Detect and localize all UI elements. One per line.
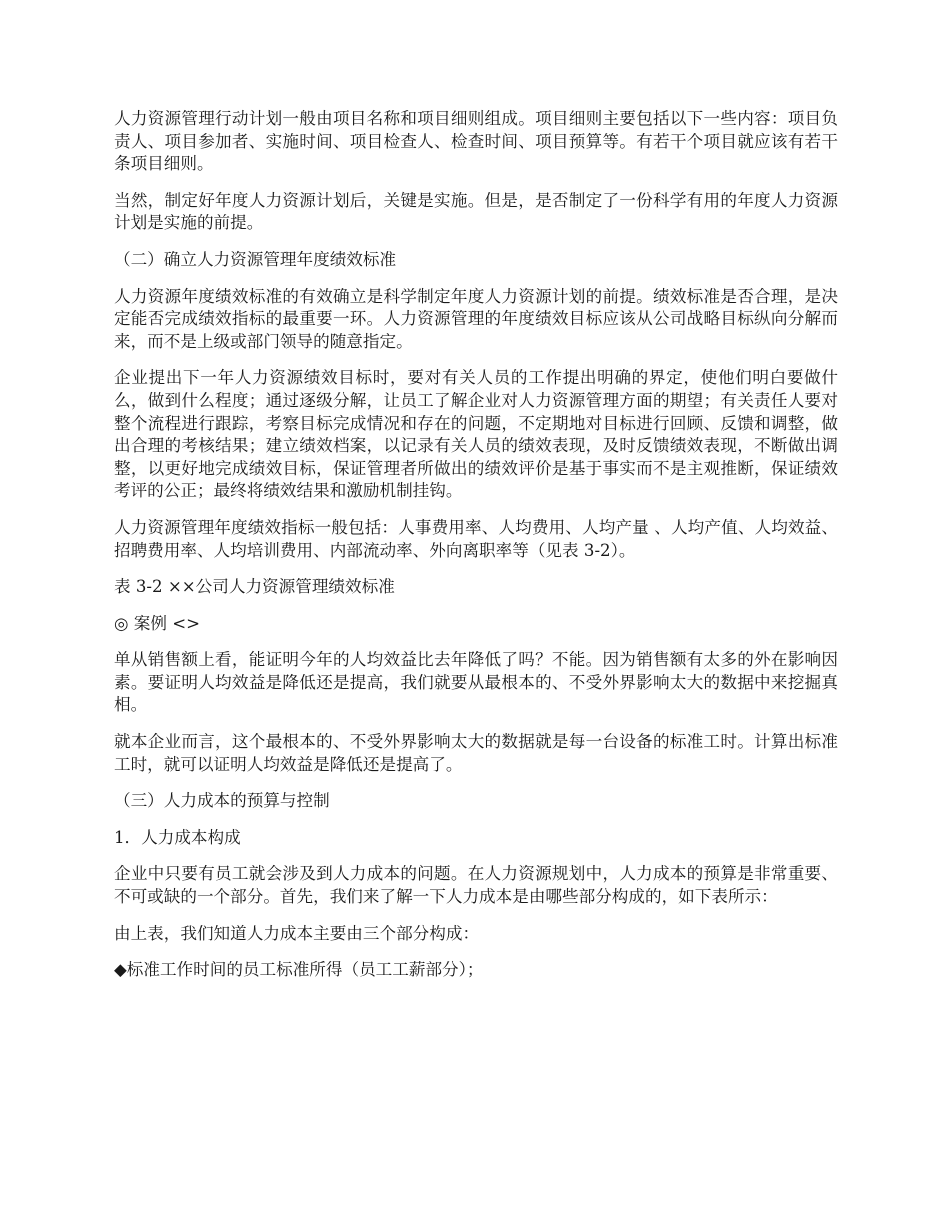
paragraph-case-sales: 单从销售额上看，能证明今年的人均效益比去年降低了吗？不能。因为销售额有太多的外在影响因素。要证明人均效益是降低还是提高，我们就要从最根本的、不受外界影响太大的数据中来挖掘真相。	[114, 650, 838, 715]
bullet-standard-wages: ◆标准工作时间的员工标准所得（员工工薪部分）；	[114, 960, 484, 980]
paragraph-labor-cost-summary: 由上表，我们知道人力成本主要由三个部分构成：	[114, 923, 480, 943]
section-heading-performance-standard: （二）确立人力资源管理年度绩效标准	[114, 249, 397, 269]
paragraph-performance-indicators: 人力资源管理年度绩效指标一般包括：人事费用率、人均费用、人均产量 、人均产值、人均效益、招聘费用率、人均培训费用、内部流动率、外向离职率等（见表 3-2）。	[114, 517, 838, 560]
paragraph-performance-standard: 人力资源年度绩效标准的有效确立是科学制定年度人力资源计划的前提。绩效标准是否合理，是决定能否完成绩效指标的最重要一环。人力资源管理的年度绩效目标应该从公司战略目标纵向分解而来，而不是上级或部门领导的随意指定。	[114, 286, 838, 351]
table-caption: 表 3-2 ××公司人力资源管理绩效标准	[114, 577, 395, 597]
paragraph-implementation: 当然，制定好年度人力资源计划后，关键是实施。但是，是否制定了一份科学有用的年度人力资源计划是实施的前提。	[114, 190, 838, 233]
paragraph-performance-targets: 企业提出下一年人力资源绩效目标时，要对有关人员的工作提出明确的界定，使他们明白要做什么，做到什么程度；通过逐级分解，让员工了解企业对人力资源管理方面的期望；有关责任人要对整个流程进行跟踪，考察目标完成情况和存在的问题，不定期地对目标进行回顾、反馈和调整，做出合理的考核结果；建立绩效档案，以记录有关人员的绩效表现，及时反馈绩效表现，不断做出调整，以更好地完成绩效目标，保证管理者所做出的绩效评价是基于事实而不是主观推断，保证绩效考评的公正；最终将绩效结果和激励机制挂钩。	[114, 368, 838, 501]
section-heading-labor-cost: （三）人力成本的预算与控制	[114, 791, 330, 811]
paragraph-labor-cost-intro: 企业中只要有员工就会涉及到人力成本的问题。在人力资源规划中，人力成本的预算是非常重要、不可或缺的一个部分。首先，我们来了解一下人力成本是由哪些部分构成的，如下表所示：	[114, 864, 838, 907]
paragraph-case-standard-hours: 就本企业而言，这个最根本的、不受外界影响太大的数据就是每一台设备的标准工时。计算出标准工时，就可以证明人均效益是降低还是提高了。	[114, 732, 838, 774]
subheading-labor-cost-composition: 1．人力成本构成	[114, 827, 241, 847]
paragraph-action-plan: 人力资源管理行动计划一般由项目名称和项目细则组成。项目细则主要包括以下一些内容：项目负责人、项目参加者、实施时间、项目检查人、检查时间、项目预算等。有若干个项目就应该有若干条项目细则。	[114, 109, 838, 174]
case-label: ◎ 案例 <>	[114, 613, 201, 633]
